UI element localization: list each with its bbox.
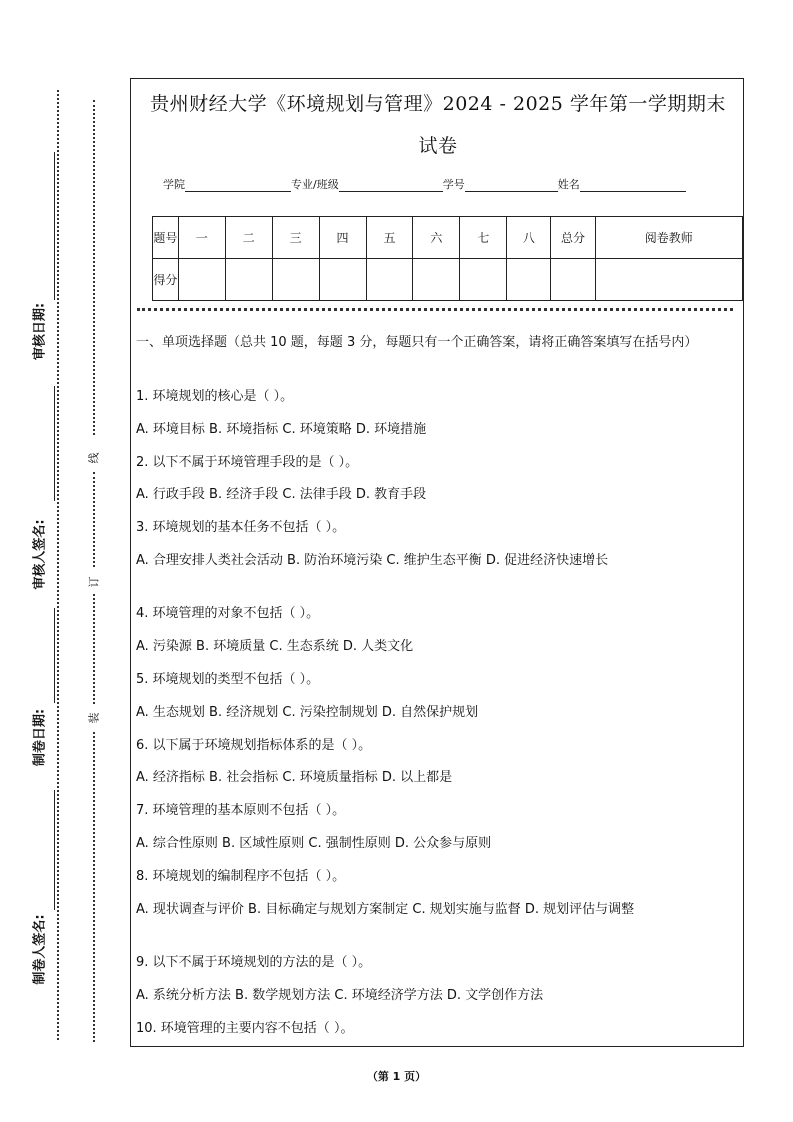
reviewer-date-line bbox=[54, 152, 55, 300]
seal-dotted-line-2 bbox=[93, 472, 95, 567]
header-cell: 一 bbox=[178, 217, 225, 259]
reviewer-sign-label: 审核人签名: bbox=[32, 519, 48, 590]
seal-dotted-line-3 bbox=[93, 594, 95, 704]
exam-frame bbox=[130, 78, 744, 1047]
score-cell[interactable] bbox=[366, 259, 413, 301]
section-heading: 一、单项选择题（总共 10 题，每题 3 分，每题只有一个正确答案，请将正确答案填写在括号内） bbox=[136, 335, 698, 350]
header-cell: 四 bbox=[319, 217, 366, 259]
header-cell: 二 bbox=[225, 217, 272, 259]
seal-dotted-line-1 bbox=[93, 100, 95, 435]
seal-dotted-line-4 bbox=[93, 732, 95, 1042]
name-field[interactable] bbox=[580, 179, 686, 192]
score-table-header-row bbox=[153, 217, 743, 259]
id-label: 学号 bbox=[442, 178, 465, 191]
options-9: A. 系统分析方法 B. 数学规划方法 C. 环境经济学方法 D. 文学创作方法 bbox=[136, 988, 544, 1003]
question-4: 4. 环境管理的对象不包括（ ）。 bbox=[136, 606, 320, 621]
question-2: 2. 以下不属于环境管理手段的是（ ）。 bbox=[136, 455, 359, 470]
college-field[interactable] bbox=[185, 179, 291, 192]
options-6: A. 经济指标 B. 社会指标 C. 环境质量指标 D. 以上都是 bbox=[136, 770, 453, 785]
score-table-score-row bbox=[153, 259, 743, 301]
header-cell-total: 总分 bbox=[551, 217, 595, 259]
header-cell: 七 bbox=[460, 217, 507, 259]
question-5: 5. 环境规划的类型不包括（ ）。 bbox=[136, 672, 320, 687]
options-4: A. 污染源 B. 环境质量 C. 生态系统 D. 人类文化 bbox=[136, 639, 414, 654]
score-cell[interactable] bbox=[460, 259, 507, 301]
score-cell[interactable] bbox=[178, 259, 225, 301]
seal-char-line: 线 bbox=[87, 452, 101, 464]
section-divider bbox=[137, 308, 733, 311]
question-10: 10. 环境管理的主要内容不包括（ ）。 bbox=[136, 1021, 354, 1036]
header-cell: 六 bbox=[413, 217, 460, 259]
major-field[interactable] bbox=[339, 179, 443, 192]
question-8: 8. 环境规划的编制程序不包括（ ）。 bbox=[136, 869, 346, 884]
score-cell[interactable] bbox=[272, 259, 319, 301]
header-cell: 三 bbox=[272, 217, 319, 259]
major-label: 专业/班级 bbox=[291, 178, 339, 191]
score-cell[interactable] bbox=[225, 259, 272, 301]
question-9: 9. 以下不属于环境规划的方法的是（ ）。 bbox=[136, 955, 372, 970]
id-field[interactable] bbox=[465, 179, 558, 192]
score-cell[interactable] bbox=[413, 259, 460, 301]
score-cell[interactable] bbox=[507, 259, 551, 301]
page-number: （第 1 页） bbox=[366, 1070, 427, 1083]
college-label: 学院 bbox=[163, 178, 185, 191]
options-7: A. 综合性原则 B. 区域性原则 C. 强制性原则 D. 公众参与原则 bbox=[136, 836, 492, 851]
score-cell-grader[interactable] bbox=[595, 259, 742, 301]
maker-sign-label: 制卷人签名: bbox=[32, 914, 48, 985]
score-table bbox=[152, 216, 743, 301]
score-cell-total[interactable] bbox=[551, 259, 595, 301]
question-1: 1. 环境规划的核心是（ ）。 bbox=[136, 389, 294, 404]
score-cell[interactable] bbox=[319, 259, 366, 301]
seal-dotted-line-left bbox=[57, 90, 59, 1040]
name-label: 姓名 bbox=[557, 178, 580, 191]
exam-title-line2: 试卷 bbox=[418, 135, 458, 157]
options-1: A. 环境目标 B. 环境指标 C. 环境策略 D. 环境措施 bbox=[136, 422, 427, 437]
header-cell-grader: 阅卷教师 bbox=[595, 217, 742, 259]
score-row-label: 得分 bbox=[153, 259, 179, 301]
options-5: A. 生态规划 B. 经济规划 C. 污染控制规划 D. 自然保护规划 bbox=[136, 705, 479, 720]
question-6: 6. 以下属于环境规划指标体系的是（ ）。 bbox=[136, 738, 372, 753]
question-7: 7. 环境管理的基本原则不包括（ ）。 bbox=[136, 803, 346, 818]
options-3: A. 合理安排人类社会活动 B. 防治环境污染 C. 维护生态平衡 D. 促进经济快速增长 bbox=[136, 553, 609, 568]
student-info bbox=[163, 176, 686, 192]
options-2: A. 行政手段 B. 经济手段 C. 法律手段 D. 教育手段 bbox=[136, 487, 427, 502]
maker-date-label: 制卷日期: bbox=[32, 708, 48, 767]
header-cell: 八 bbox=[507, 217, 551, 259]
seal-char-bind: 订 bbox=[87, 576, 101, 588]
reviewer-sign-line bbox=[54, 386, 55, 501]
maker-sign-line bbox=[54, 790, 55, 910]
maker-date-line bbox=[54, 608, 55, 703]
header-cell-label: 题号 bbox=[153, 217, 179, 259]
reviewer-date-label: 审核日期: bbox=[32, 302, 48, 361]
seal-char-pack: 装 bbox=[87, 712, 101, 724]
header-cell: 五 bbox=[366, 217, 413, 259]
options-8: A. 现状调查与评价 B. 目标确定与规划方案制定 C. 规划实施与监督 D. 规划评估与调整 bbox=[136, 902, 635, 917]
question-3: 3. 环境规划的基本任务不包括（ ）。 bbox=[136, 520, 346, 535]
exam-title-line1: 贵州财经大学《环境规划与管理》2024 - 2025 学年第一学期期末 bbox=[150, 93, 726, 115]
